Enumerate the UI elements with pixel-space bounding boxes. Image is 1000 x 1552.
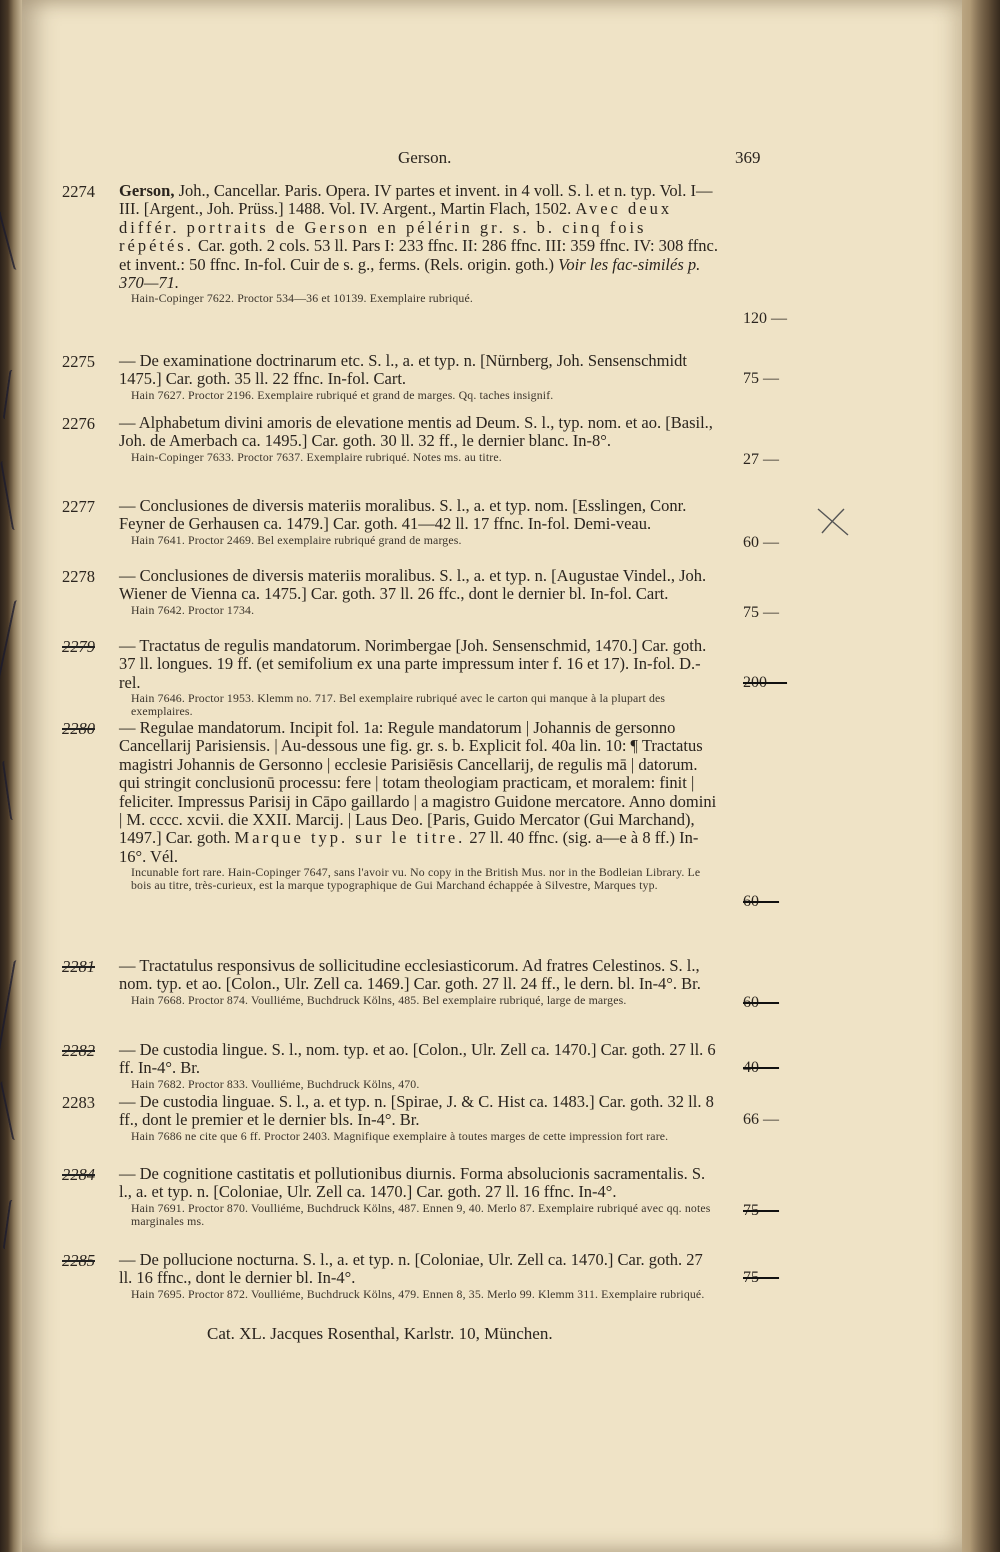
author-name: Gerson, (119, 181, 175, 200)
entry-notes: Hain 7668. Proctor 874. Voulliéme, Buchdruck Kölns, 485. Bel exemplaire rubriqué, large de marges. (131, 992, 627, 1007)
entry-body: — De cognitione castitatis et pollutionibus diurnis. Forma absolucionis sacramentalis. S. l., a. et typ. n. [Coloniae, Ulr. Zell ca. 1470.] Car. goth. 27 ll. 16 ffnc. In-4°. (119, 1164, 706, 1202)
entry-body: — Conclusiones de diversis materiis moralibus. S. l., a. et typ. nom. [Esslingen, Conr. Feyner de Gerhausen ca. 1479.] Car. goth. 41—42 ll. 17 ffnc. In-fol. Demi-veau. (119, 496, 687, 534)
entry-notes: Hain 7646. Proctor 1953. Klemm no. 717. Bel exemplaire rubriqué avec le carton qui manque à la plupart des exemplaires. (131, 691, 666, 719)
entry-body: Gerson, Joh., Cancellar. Paris. Opera. IV partes et invent. in 4 voll. S. l. et n. typ. Vol. I—III. [Argent., Joh. Prüss.] 1488. Vol. IV. Argent., Martin Flach, 1502. Avec deux différ. portraits de Gerson en pélérin gr. s. b. cinq fois répétés. Car. goth. 2 cols. 53 ll. Pars I: 233 ffnc. II: 286 ffnc. III: 359 ffnc. IV: 308 ffnc. et invent.: 50 ffnc. In-fol. Cuir de s. g., ferms. (Rels. origin. goth.) Voir les fac-similés p. 370—71. (119, 181, 718, 293)
page-header (22, 148, 962, 172)
entry-number: 2280 (62, 719, 95, 738)
price: 120 — (743, 310, 787, 327)
entry-2278 (62, 567, 822, 637)
entry-notes: Hain-Copinger 7622. Proctor 534—36 et 10139. Exemplaire rubriqué. (131, 291, 473, 306)
price: 75 — (743, 1202, 779, 1219)
page-edge-shadow (970, 0, 1000, 1552)
entry-body: — De examinatione doctrinarum etc. S. l., a. et typ. n. [Nürnberg, Joh. Sensenschmidt 1475.] Car. goth. 35 ll. 22 ffnc. In-fol. Cart. (119, 351, 687, 389)
entry-2275 (62, 352, 822, 414)
price: 40 — (743, 1059, 779, 1076)
entry-body: — De custodia lingue. S. l., nom. typ. et ao. [Colon., Ulr. Zell ca. 1470.] Car. goth. 27 ll. 6 ff. In-4°. Br. (119, 1040, 716, 1078)
entry-2283 (62, 1093, 822, 1165)
entry-2274 (62, 182, 822, 352)
entry-notes: Hain 7642. Proctor 1734. (131, 602, 255, 617)
entry-number: 2281 (62, 957, 95, 976)
entry-body: — Tractatulus responsivus de sollicitudine ecclesiasticorum. Ad fratres Celestinos. S. l., nom. typ. et ao. [Colon., Ulr. Zell ca. 1469.] Car. goth. 27 ll. 24 ff., le dern. bl. In-4°. Br. (119, 956, 701, 994)
entry-number: 2277 (62, 497, 95, 516)
entry-notes: Hain 7627. Proctor 2196. Exemplaire rubriqué et grand de marges. Qq. taches insignif. (131, 387, 554, 402)
margin-pencil-marks (0, 0, 22, 1552)
handwritten-cross-mark (814, 505, 854, 539)
entry-notes: Hain 7641. Proctor 2469. Bel exemplaire rubriqué grand de marges. (131, 532, 462, 547)
entry-number: 2275 (62, 352, 95, 371)
catalog-page (22, 0, 962, 1552)
entry-notes: Hain 7686 ne cite que 6 ff. Proctor 2403. Magnifique exemplaire à toutes marges de cette impression fort rare. (131, 1128, 669, 1143)
price: 200 — (743, 674, 787, 691)
price: 27 — (743, 451, 779, 468)
entry-notes: Hain 7691. Proctor 870. Voulliéme, Buchdruck Kölns, 487. Ennen 9, 40. Merlo 87. Exemplaire rubriqué avec qq. notes marginales ms. (131, 1200, 711, 1228)
price: 75 — (743, 370, 779, 387)
entry-number: 2274 (62, 182, 95, 201)
entry-2282 (62, 1041, 822, 1093)
entry-number: 2283 (62, 1093, 95, 1112)
entry-2281 (62, 957, 822, 1041)
price: 60 — (743, 893, 779, 910)
page-number: 369 (735, 148, 761, 167)
entry-body: — Alphabetum divini amoris de elevatione mentis ad Deum. S. l., typ. nom. et ao. [Basil., Joh. de Amerbach ca. 1495.] Car. goth. 30 ll. 32 ff., le dernier blanc. In-8°. (119, 413, 713, 451)
entries-list (62, 182, 822, 1321)
entry-notes: Hain 7682. Proctor 833. Voulliéme, Buchdruck Kölns, 470. (131, 1076, 420, 1091)
price: 60 — (743, 994, 779, 1011)
entry-number: 2285 (62, 1251, 95, 1270)
entry-2285 (62, 1251, 822, 1321)
entry-2280 (62, 719, 822, 957)
entry-number: 2276 (62, 414, 95, 433)
entry-2279 (62, 637, 822, 719)
entry-2284 (62, 1165, 822, 1251)
entry-notes: Incunable fort rare. Hain-Copinger 7647, sans l'avoir vu. No copy in the British Mus. nor in the Bodleian Library. Le bois au titre, très-curieux, est la marque typographique de Gui Marchand échappée à Silvestre, Marques typ. (131, 865, 701, 893)
entry-number: 2282 (62, 1041, 95, 1060)
entry-notes: Hain-Copinger 7633. Proctor 7637. Exemplaire rubriqué. Notes ms. au titre. (131, 449, 502, 464)
price: 75 — (743, 604, 779, 621)
page-footer: Cat. XL. Jacques Rosenthal, Karlstr. 10, München. (207, 1324, 553, 1343)
entry-body: — De pollucione nocturna. S. l., a. et typ. n. [Coloniae, Ulr. Zell ca. 1470.] Car. goth. 27 ll. 16 ffnc., dont le dernier bl. In-4°. (119, 1250, 703, 1288)
running-title: Gerson. (398, 148, 452, 167)
entry-body: — Regulae mandatorum. Incipit fol. 1a: Regule mandatorum | Johannis de gersonno Cancellarij Parisiensis. | Au-dessous une fig. gr. s. b. Explicit fol. 40a lin. 10: ¶ Tractatus magistri Johannis de Gersonno | ecclesie Parisiēsis Cancellarij, de regulis mā | datorum. qui stringit conclusionū processu: fere | totam theologiam practicam, et moralem: finit | feliciter. Impressus Parisij in Cāpo gaillardo | a magistro Guidone mercatore. Anno domini | M. cccc. xcvii. die XXII. Marcij. | Laus Deo. [Paris, Guido Mercator (Gui Marchand), 1497.] Car. goth. Marque typ. sur le titre. 27 ll. 40 ffnc. (sig. a—e à 8 ff.) In-16°. Vél. (119, 718, 717, 866)
price: 66 — (743, 1111, 779, 1128)
price: 60 — (743, 534, 779, 551)
entry-notes: Hain 7695. Proctor 872. Voulliéme, Buchdruck Kölns, 479. Ennen 8, 35. Merlo 99. Klemm 311. Exemplaire rubriqué. (131, 1286, 705, 1301)
entry-2277 (62, 497, 822, 567)
entry-2276 (62, 414, 822, 497)
price: 75 — (743, 1269, 779, 1286)
entry-body: — Tractatus de regulis mandatorum. Norimbergae [Joh. Sensenschmid, 1470.] Car. goth. 37 ll. longues. 19 ff. (et semifolium ex una parte impressum inter f. 16 et 17). In-fol. D.-rel. (119, 636, 707, 692)
entry-number: 2279 (62, 637, 95, 656)
entry-number: 2278 (62, 567, 95, 586)
entry-body: — De custodia linguae. S. l., a. et typ. n. [Spirae, J. & C. Hist ca. 1483.] Car. goth. 32 ll. 8 ff., dont le premier et le dernier bls. In-4°. Br. (119, 1092, 714, 1130)
entry-number: 2284 (62, 1165, 95, 1184)
entry-body: — Conclusiones de diversis materiis moralibus. S. l., a. et typ. n. [Augustae Vindel., Joh. Wiener de Vienna ca. 1475.] Car. goth. 37 ll. 26 ffc., dont le dernier bl. In-fol. Cart. (119, 566, 707, 604)
